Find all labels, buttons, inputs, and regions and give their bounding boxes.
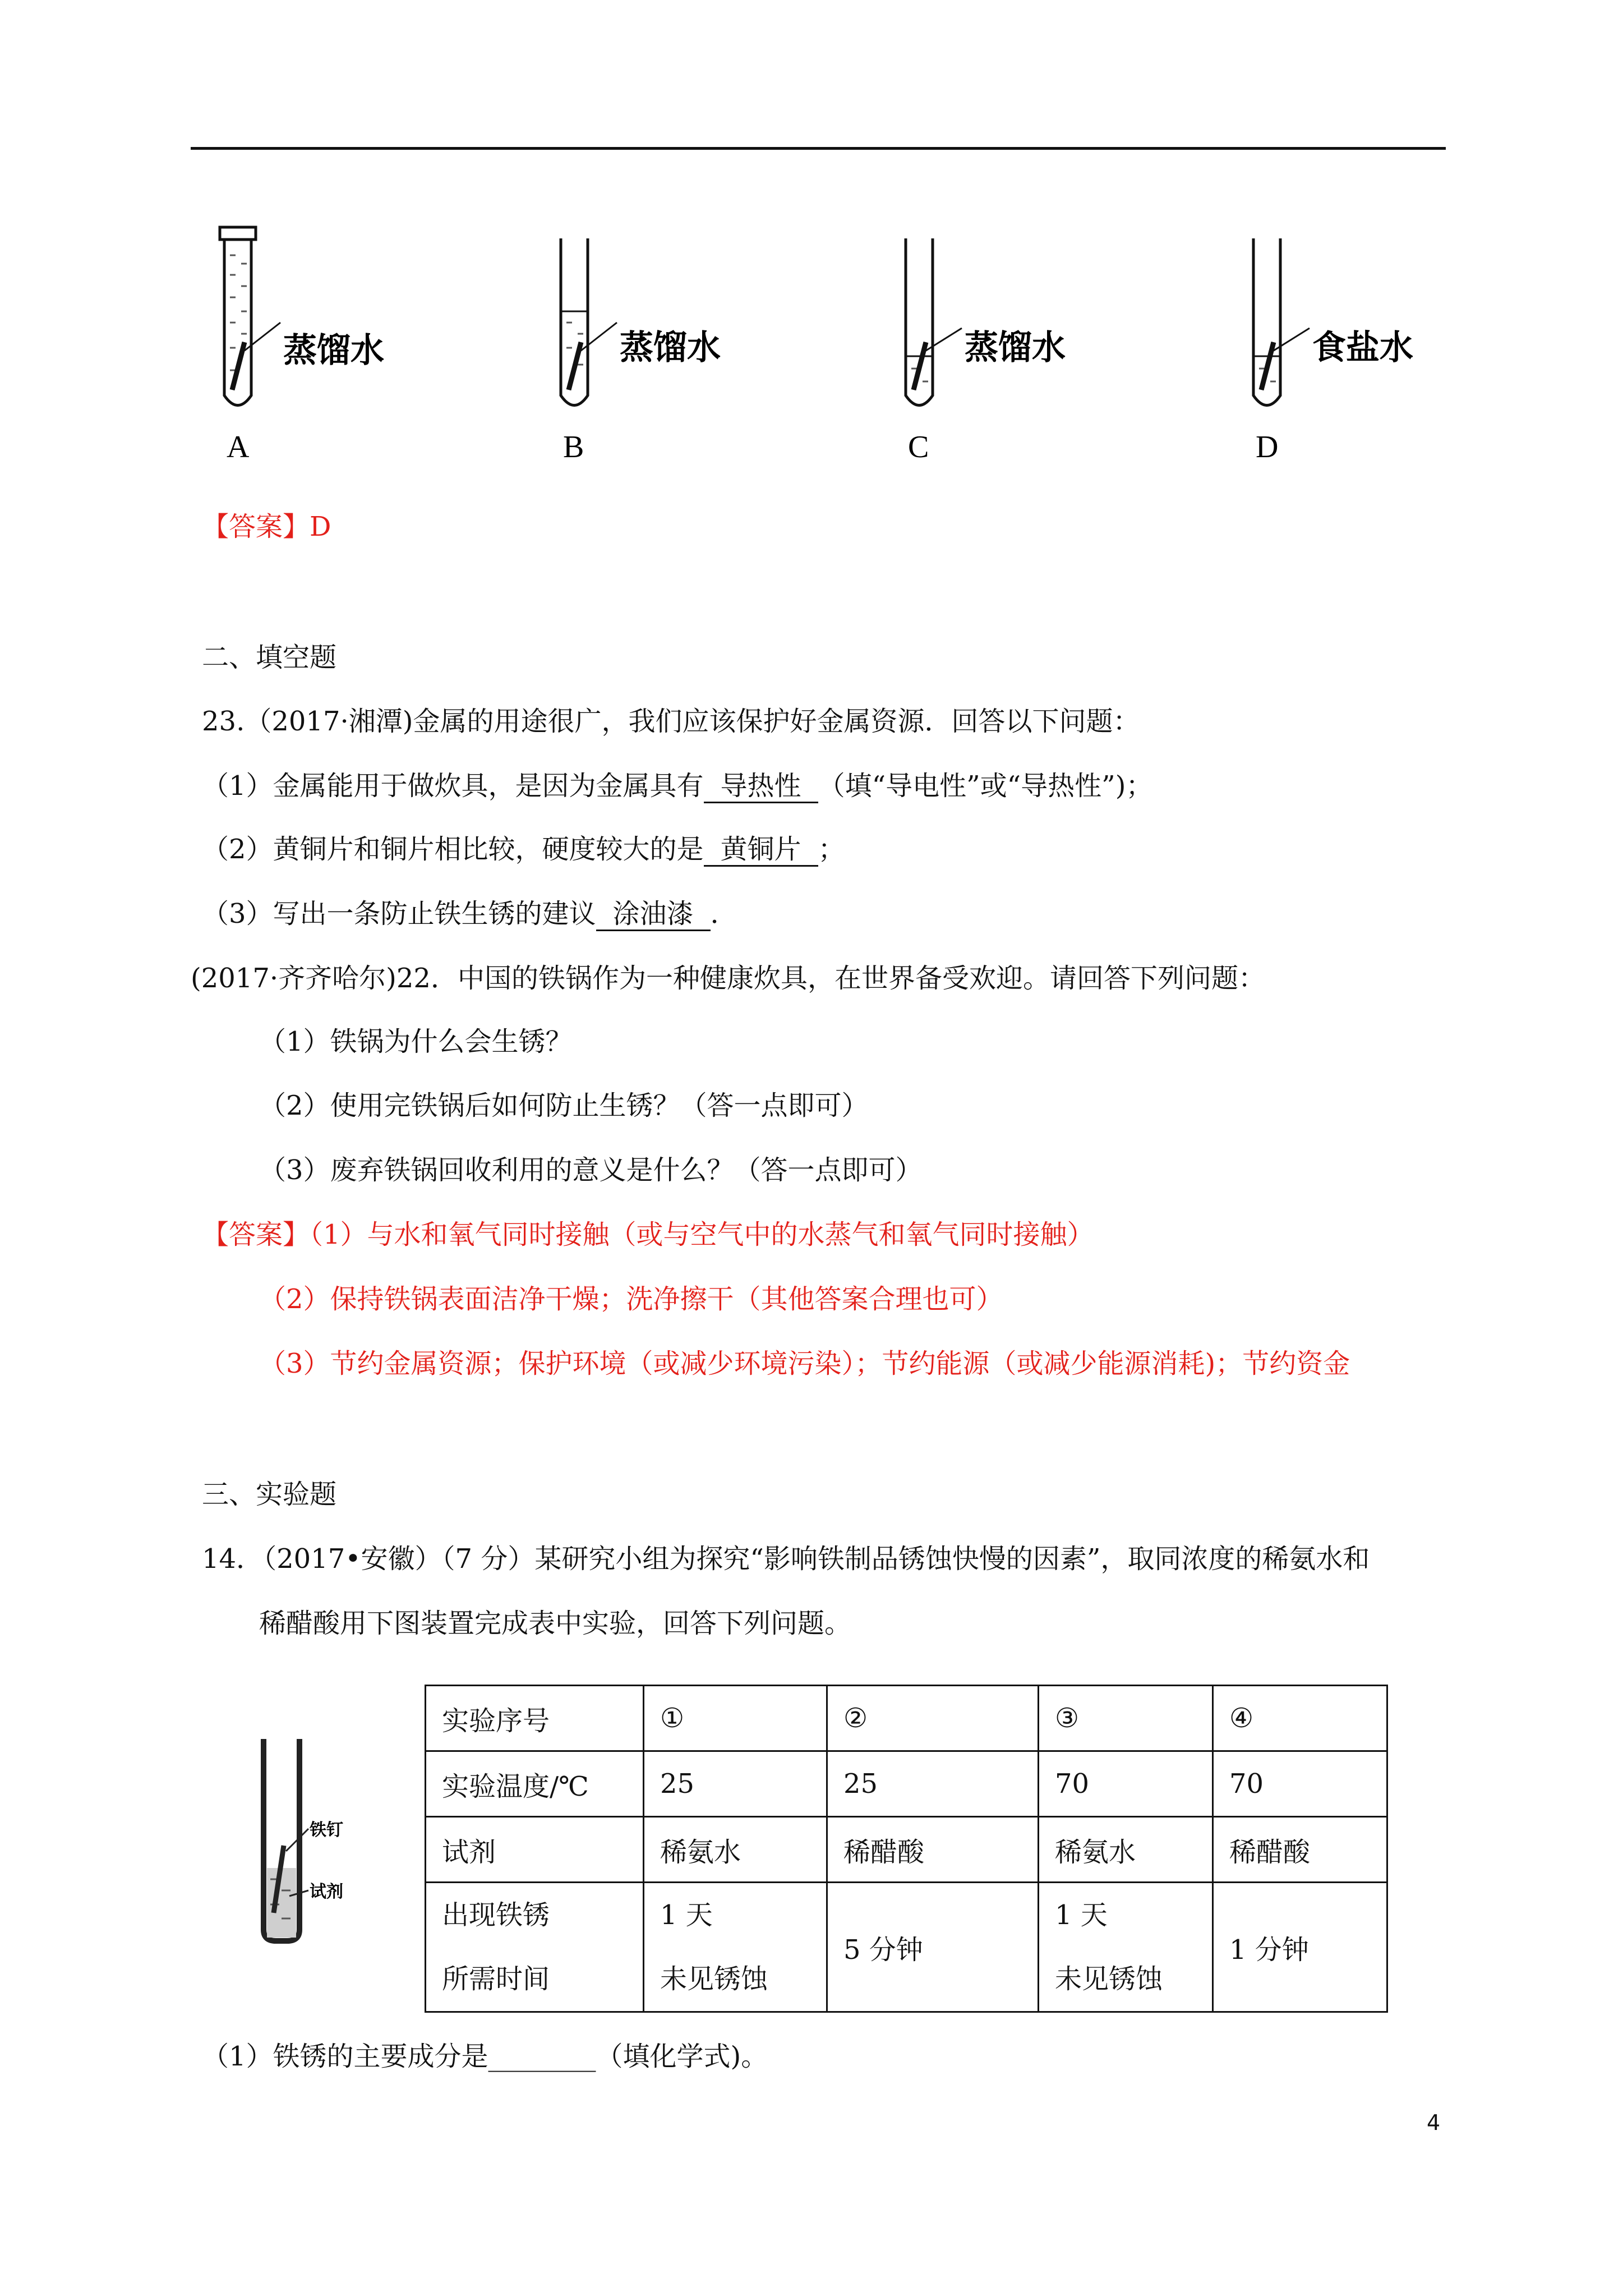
page-number: 4 [1427,2110,1441,2135]
cell-line: 所需时间 [442,1963,550,1995]
table-cell: 5 分钟 [827,1883,1039,2012]
q14-stem-line2: 稀醋酸用下图装置完成表中实验，回答下列问题。 [259,1608,852,1639]
table-cell: 实验温度/℃ [426,1751,644,1817]
table-cell: 70 [1039,1751,1213,1817]
q22-sub2: （2）使用完铁锅后如何防止生锈？（答一点即可） [259,1090,869,1121]
tube-figure-a [213,222,449,468]
table-cell: ④ [1213,1686,1387,1751]
table-row [426,1883,1387,2012]
apparatus-label-reagent: 试剂 [310,1882,343,1902]
figure-letter-a: A [227,430,250,464]
apparatus-label-nail: 铁钉 [310,1820,343,1840]
table-cell: 实验序号 [426,1686,644,1751]
table-cell: 70 [1213,1751,1387,1817]
q23-p3-answer: 涂油漆 [596,898,711,931]
tube-figure-b [550,222,785,468]
q22-answer-3: （3）节约金属资源；保护环境（或减少环境污染）；节约能源（或减少能源消耗)；节约资金 [259,1348,1350,1379]
cell-line: 1 天 [660,1899,713,1931]
q14-sub1: （1）铁锈的主要成分是________（填化学式)。 [202,2041,768,2072]
q23-part2 [202,836,845,863]
table-cell: 25 [827,1751,1039,1817]
answer-prefix: 【答案】 [202,511,310,542]
table-row [426,1817,1387,1883]
table-cell [426,1883,644,2012]
table-row [426,1686,1387,1751]
q23-p1-post: （填“导电性”或“导热性”)； [818,770,1153,802]
tube-figure-d [1242,222,1478,468]
cell-line: 未见锈蚀 [660,1963,768,1995]
q23-p2-pre: （2）黄铜片和铜片相比较，硬度较大的是 [202,834,704,865]
table-cell [1039,1883,1213,2012]
tube-label-a: 蒸馏水 [283,331,384,370]
q23-p2-post: ； [818,834,845,865]
cell-line: 出现铁锈 [442,1899,550,1931]
section-title-fill-in: 二、填空题 [202,642,337,673]
q22-answer-2: （2）保持铁锅表面洁净干燥；洗净擦干（其他答案合理也可） [259,1283,1003,1315]
tube-label-d: 食盐水 [1312,328,1413,367]
q23-p3-pre: （3）写出一条防止铁生锈的建议 [202,898,596,930]
q22-answer-1: （1）与水和氧气同时接触（或与空气中的水蒸气和氧气同时接触） [310,1219,1094,1250]
figure-letter-d: D [1256,430,1279,464]
tube-label-c: 蒸馏水 [965,328,1066,367]
header-rule [191,147,1446,150]
q23-stem: 23.（2017·湘潭)金属的用途很广，我们应该保护好金属资源．回答以下问题： [202,706,1140,737]
q23-p2-answer: 黄铜片 [704,834,818,867]
q23-p1-answer: 导热性 [704,770,818,803]
table-cell: 试剂 [426,1817,644,1883]
table-row [426,1751,1387,1817]
experiment-table [425,1685,1388,2013]
cell-line: 1 天 [1055,1899,1108,1931]
table-cell: 稀氨水 [1039,1817,1213,1883]
table-cell: 稀氨水 [644,1817,827,1883]
q23-part3 [202,898,737,930]
section-title-experiment: 三、实验题 [202,1479,337,1510]
tube-figure-c [895,222,1130,468]
q23-part1 [202,770,1153,802]
q22-stem: (2017·齐齐哈尔)22．中国的铁锅作为一种健康炊具，在世界备受欢迎。请回答下列问题： [191,963,1265,994]
tube-label-b: 蒸馏水 [620,328,721,367]
apparatus-figure [247,1728,376,1963]
table-cell [644,1883,827,2012]
q22-sub3: （3）废弃铁锅回收利用的意义是什么？（答一点即可） [259,1154,923,1186]
q23-p3-post: ． [710,898,737,930]
cell-line: 未见锈蚀 [1055,1963,1163,1995]
answer-value: D [310,511,331,542]
figure-letter-b: B [563,430,584,464]
answer-22-line [202,513,331,540]
table-cell: 稀醋酸 [827,1817,1039,1883]
table-cell: ③ [1039,1686,1213,1751]
table-cell: ① [644,1686,827,1751]
q14-stem-line1: 14．（2017•安徽）（7 分）某研究小组为探究“影响铁制品锈蚀快慢的因素”，取同浓度的稀氨水和 [202,1543,1370,1575]
table-cell: 稀醋酸 [1213,1817,1387,1883]
q22-answer-prefix: 【答案】 [202,1219,310,1250]
q22-answer-line1 [202,1221,1094,1248]
q23-p1-pre: （1）金属能用于做炊具，是因为金属具有 [202,770,704,802]
q22-sub1: （1）铁锅为什么会生锈？ [259,1026,573,1057]
table-cell: 25 [644,1751,827,1817]
table-cell: ② [827,1686,1039,1751]
figure-letter-c: C [908,430,929,464]
table-cell: 1 分钟 [1213,1883,1387,2012]
